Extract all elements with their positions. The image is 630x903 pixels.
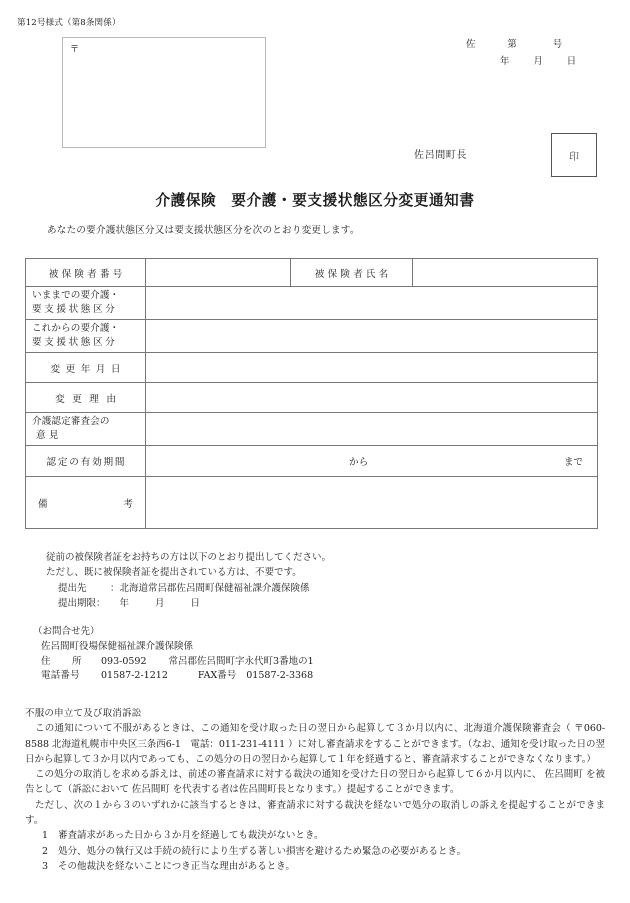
document-date-line <box>466 53 598 70</box>
submission-destination-value: ：北海道常呂郡佐呂間町保健福祉課介護保険係 <box>110 583 310 594</box>
contact-block <box>33 625 314 684</box>
doc-date-year: 年 <box>500 56 510 67</box>
period-to-label: まで <box>563 457 583 468</box>
appeal-heading: 不服の申立て及び取消訴訟 <box>25 708 142 719</box>
list-item-number: 3 <box>42 860 49 872</box>
submission-notes <box>46 551 331 580</box>
document-number-line <box>466 36 598 53</box>
list-item <box>25 859 605 874</box>
issuer-name: 佐呂間町長 <box>414 150 467 161</box>
cell-committee-opinion-value[interactable] <box>146 413 598 446</box>
table-row <box>26 320 598 353</box>
cell-valid-period-label: 認定の有効期間 <box>26 446 146 477</box>
appeal-paragraph-3: ただし、次の１から３のいずれかに該当するときは、審査請求に対する裁決を経ないで処分の取消しの訴えを提起することができます。 <box>25 799 605 827</box>
appeal-section <box>25 706 605 874</box>
cell-insured-name-label: 被保険者氏名 <box>291 259 413 287</box>
appeal-paragraph-1: この通知について不服があるときは、この通知を受け取った日の翌日から起算して３か月以内に、北海道介護保険審査会（ 〒060-8588 北海道札幌市中央区三条西6-1 電話：011-231-4111 ）に対し審査請求をすることができます。（なお、通知を受け取った日の翌日から起算して３か月以内であっても、この処分の日の翌日から起算して１年を経過すると、審査請求することができなくなります。） <box>25 723 605 765</box>
cell-change-reason-label: 変更理由 <box>26 383 146 413</box>
appeal-exception-list <box>25 828 605 874</box>
contact-tel-value: 01587-2-1212 <box>101 670 168 682</box>
contact-fax-label: FAX番号 <box>197 670 237 682</box>
submission-deadline <box>58 597 310 612</box>
seal-label: 印 <box>569 151 579 163</box>
list-item-number: 1 <box>42 830 49 842</box>
cell-change-date-label: 変更年月日 <box>26 353 146 383</box>
cell-change-date-value[interactable] <box>146 353 598 383</box>
lead-text: あなたの要介護状態区分又は要支援状態区分を次のとおり変更します。 <box>47 225 360 236</box>
list-item <box>25 844 605 859</box>
list-item <box>25 828 605 843</box>
deadline-year: 年 <box>119 597 130 609</box>
contact-address-value: 常呂郡佐呂間町字永代町3番地の1 <box>168 655 314 667</box>
appeal-paragraph-2: この処分の取消しを求める訴えは、前述の審査請求に対する裁決の通知を受けた日の翌日から起算して６か月以内に、 佐呂間町 を被告として（訴訟において 佐呂間町 を代表する者は佐呂間町長となります。）提起することができます。 <box>25 769 605 796</box>
submission-deadline-label: 提出期限： <box>58 597 106 609</box>
postal-mark-icon: 〒 <box>70 45 80 55</box>
seal-box <box>551 133 597 177</box>
list-item-number: 2 <box>42 845 49 857</box>
certification-table <box>25 258 598 529</box>
contact-address-label: 住 所 <box>41 655 88 667</box>
doc-no-prefix: 佐 <box>466 39 476 50</box>
document-number-block <box>466 36 598 70</box>
list-item-text: 処分、処分の執行又は手続の続行により生ずる著しい損害を避けるため緊急の必要があるとき。 <box>58 845 467 857</box>
table-row <box>26 383 598 413</box>
submission-info <box>58 582 310 611</box>
cell-insured-name-value[interactable] <box>413 259 598 287</box>
contact-fax-value: 01587-2-3368 <box>246 670 314 682</box>
contact-address-row <box>33 655 314 670</box>
cell-insured-number-label: 被保険者番号 <box>26 259 146 287</box>
addressee-box[interactable] <box>62 37 266 148</box>
contact-postal-code: 093-0592 <box>101 655 147 667</box>
table-row <box>26 259 598 287</box>
doc-date-day: 日 <box>566 56 577 67</box>
table-row <box>26 287 598 320</box>
table-row <box>26 413 598 446</box>
table-row <box>26 477 598 529</box>
cell-change-reason-value[interactable] <box>146 383 598 413</box>
page-title: 介護保険 要介護・要支援状態区分変更通知書 <box>155 192 475 209</box>
list-item-text: その他裁決を経ないことにつき正当な理由があるとき。 <box>58 860 295 872</box>
cell-committee-opinion-label: 介護認定審査会の 意 見 <box>26 413 146 446</box>
doc-no-dai: 第 <box>507 39 517 50</box>
cell-remarks-label: 備 考 <box>26 477 146 529</box>
form-number: 第12号様式（第8条関係） <box>17 18 121 28</box>
table-row <box>26 353 598 383</box>
list-item-text: 審査請求があった日から３か月を経過しても裁決がないとき。 <box>58 830 324 842</box>
deadline-month: 月 <box>155 597 165 609</box>
table-row <box>26 446 598 477</box>
contact-tel-label: 電話番号 <box>41 670 80 682</box>
contact-heading: （お問合せ先） <box>33 626 100 637</box>
cell-new-status-value[interactable] <box>146 320 598 353</box>
submission-destination-label: 提出先 <box>58 583 87 594</box>
deadline-day: 日 <box>190 597 201 609</box>
period-from-label: から <box>349 457 369 468</box>
submission-destination <box>58 582 310 597</box>
contact-office: 佐呂間町役場保健福祉課介護保険係 <box>41 640 194 652</box>
cell-previous-status-value[interactable] <box>146 287 598 320</box>
submission-note-line-2: ただし、既に被保険者証を提出されている方は、不要です。 <box>46 566 302 578</box>
contact-tel-row <box>33 669 314 684</box>
cell-new-status-label: これからの要介護・ 要支援状態区分 <box>26 320 146 353</box>
cell-previous-status-label: いままでの要介護・ 要支援状態区分 <box>26 287 146 320</box>
cell-insured-number-value[interactable] <box>146 259 291 287</box>
cell-valid-period-value[interactable] <box>146 446 598 477</box>
doc-no-gou: 号 <box>552 39 563 50</box>
submission-note-line-1: 従前の被保険者証をお持ちの方は以下のとおり提出してください。 <box>46 552 332 563</box>
doc-date-month: 月 <box>533 56 543 67</box>
cell-remarks-value[interactable] <box>146 477 598 529</box>
